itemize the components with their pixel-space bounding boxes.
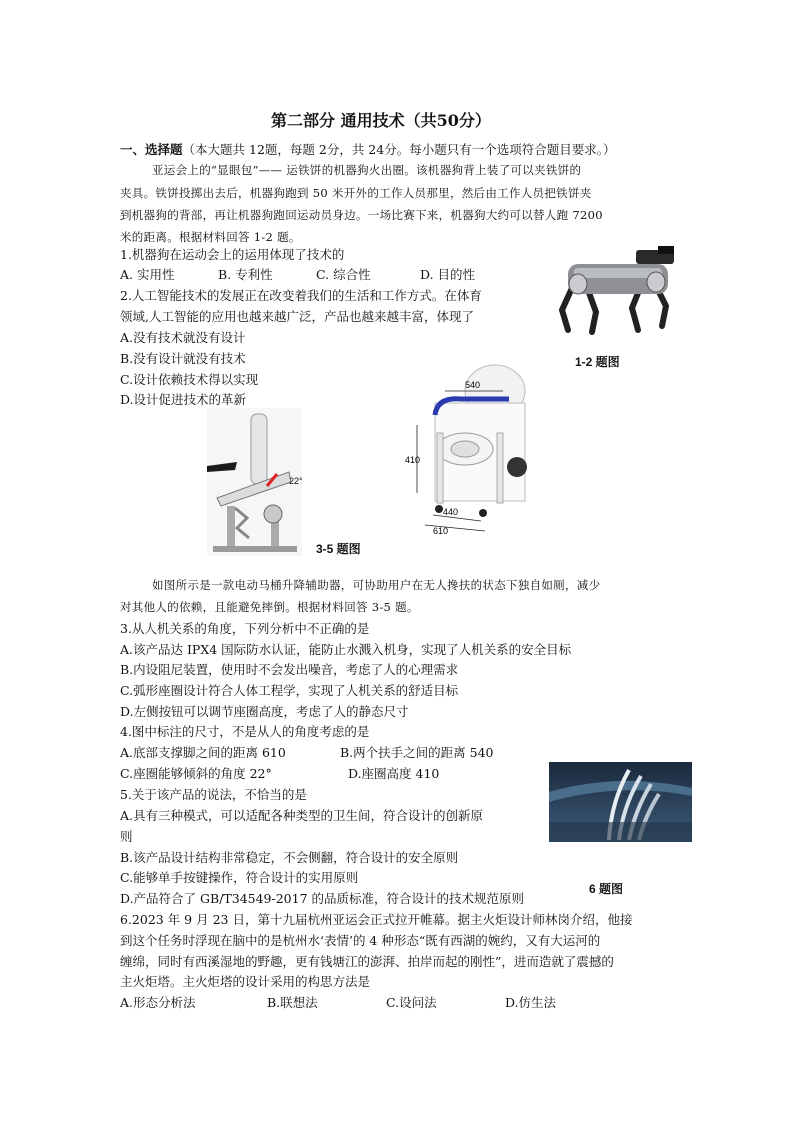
q2-option-b: B.没有设计就没有技术 xyxy=(120,351,246,366)
intro-line: 米的距离。根据材料回答 1-2 题。 xyxy=(120,230,301,244)
q5-stem: 5.关于该产品的说法，不恰当的是 xyxy=(120,787,307,802)
q5-option-a: A.具有三种模式，可以适配各种类型的卫生间，符合设计的创新原 xyxy=(120,808,484,823)
dim-540: 540 xyxy=(465,380,481,390)
q6-stem-line: 6.2023 年 9 月 23 日，第十九届杭州亚运会正式拉开帷幕。据主火炬设计师林岗介绍，他接 xyxy=(120,912,633,927)
q3-stem: 3.从人机关系的角度，下列分析中不正确的是 xyxy=(120,621,370,636)
q1-option-b: B. 专利性 xyxy=(218,267,273,282)
q1-option-a: A. 实用性 xyxy=(120,267,175,282)
q5-option-d: D.产品符合了 GB/T34549-2017 的品质标准，符合设计的技术规范原则 xyxy=(120,891,525,906)
dim-440: 440 xyxy=(443,507,459,517)
q6-stem-line: 缠绵，同时有西溪湿地的野趣，更有钱塘江的澎湃、拍岸而起的刚性”，进而造就了震撼的 xyxy=(120,954,614,969)
intro-line: 亚运会上的“显眼包”—— 运铁饼的机器狗火出圈。该机器狗背上装了可以夹铁饼的 xyxy=(152,163,582,177)
dim-610: 610 xyxy=(433,526,449,535)
page-title: 第二部分 通用技术（共50分） xyxy=(271,111,491,130)
intro-line: 如图所示是一款电动马桶升降辅助器，可协助用户在无人搀扶的状态下独自如厕，减少 xyxy=(152,578,601,592)
q3-option-d: D.左侧按钮可以调节座圈高度，考虑了人的静态尺寸 xyxy=(120,704,409,719)
q6-option-d: D.仿生法 xyxy=(505,995,557,1010)
angle-label: 22° xyxy=(289,476,302,486)
q2-stem-line: 2.人工智能技术的发展正在改变着我们的生活和工作方式。在体育 xyxy=(120,288,482,303)
intro-line: 对其他人的依赖，且能避免摔倒。根据材料回答 3-5 题。 xyxy=(120,600,419,614)
q6-stem-line: 到这个任务时浮现在脑中的是杭州水‘表情’的 4 种形态“既有西湖的婉约，又有大运河的 xyxy=(120,933,601,948)
q3-option-c: C.弧形座圈设计符合人体工程学，实现了人机关系的舒适目标 xyxy=(120,683,459,698)
q2-stem-line: 领域,人工智能的应用也越来越广泛，产品也越来越丰富，体现了 xyxy=(120,309,474,324)
q6-option-c: C.设问法 xyxy=(386,995,437,1010)
q6-stem-line: 主火炬塔。主火炬塔的设计采用的构思方法是 xyxy=(120,974,371,989)
section-label: 一、选择题 xyxy=(120,142,183,157)
robot-dog-image xyxy=(552,240,684,340)
q1-option-d: D. 目的性 xyxy=(420,267,476,282)
q5-option-a-cont: 则 xyxy=(120,829,133,844)
section-header xyxy=(120,140,615,158)
section-desc: （本大题共 12题，每题 2分，共 24分。每小题只有一个选项符合题目要求。） xyxy=(182,142,616,157)
q1-option-c: C. 综合性 xyxy=(316,267,371,282)
fig35-caption: 3-5 题图 xyxy=(316,542,361,556)
q6-option-a: A.形态分析法 xyxy=(120,995,196,1010)
q2-option-a: A.没有技术就没有设计 xyxy=(120,330,246,345)
q4-stem: 4.图中标注的尺寸，不是从人的角度考虑的是 xyxy=(120,724,370,739)
dim-410: 410 xyxy=(405,455,421,465)
q5-option-c: C.能够单手按键操作，符合设计的实用原则 xyxy=(120,870,359,885)
q4-option-b: B.两个扶手之间的距离 540 xyxy=(340,745,494,760)
q6-option-b: B.联想法 xyxy=(267,995,318,1010)
q4-option-c: C.座圈能够倾斜的角度 22° xyxy=(120,766,272,781)
q3-option-b: B.内设阻尼装置，使用时不会发出噪音，考虑了人的心理需求 xyxy=(120,662,459,677)
intro-line: 到机器狗的背部，再让机器狗跑回运动员身边。一场比赛下来，机器狗大约可以替人跑 7200 xyxy=(120,208,603,222)
q4-option-d: D.座圈高度 410 xyxy=(348,766,440,781)
lift-dimension-image xyxy=(405,363,537,535)
intro-line: 夹具。铁饼投掷出去后，机器狗跑到 50 米开外的工作人员那里，然后由工作人员把铁饼夹 xyxy=(120,186,592,200)
torch-image xyxy=(549,762,692,842)
q5-option-b: B.该产品设计结构非常稳定，不会侧翻，符合设计的安全原则 xyxy=(120,850,459,865)
fig6-caption: 6 题图 xyxy=(589,882,624,896)
lift-tilt-image xyxy=(207,408,302,556)
q4-option-a: A.底部支撑脚之间的距离 610 xyxy=(120,745,286,760)
fig12-caption: 1-2 题图 xyxy=(575,355,620,369)
q2-option-c: C.设计依赖技术得以实现 xyxy=(120,372,259,387)
q2-option-d: D.设计促进技术的革新 xyxy=(120,392,247,407)
q1-stem: 1.机器狗在运动会上的运用体现了技术的 xyxy=(120,247,345,262)
q3-option-a: A.该产品达 IPX4 国际防水认证，能防止水溅入机身，实现了人机关系的安全目标 xyxy=(120,642,572,657)
